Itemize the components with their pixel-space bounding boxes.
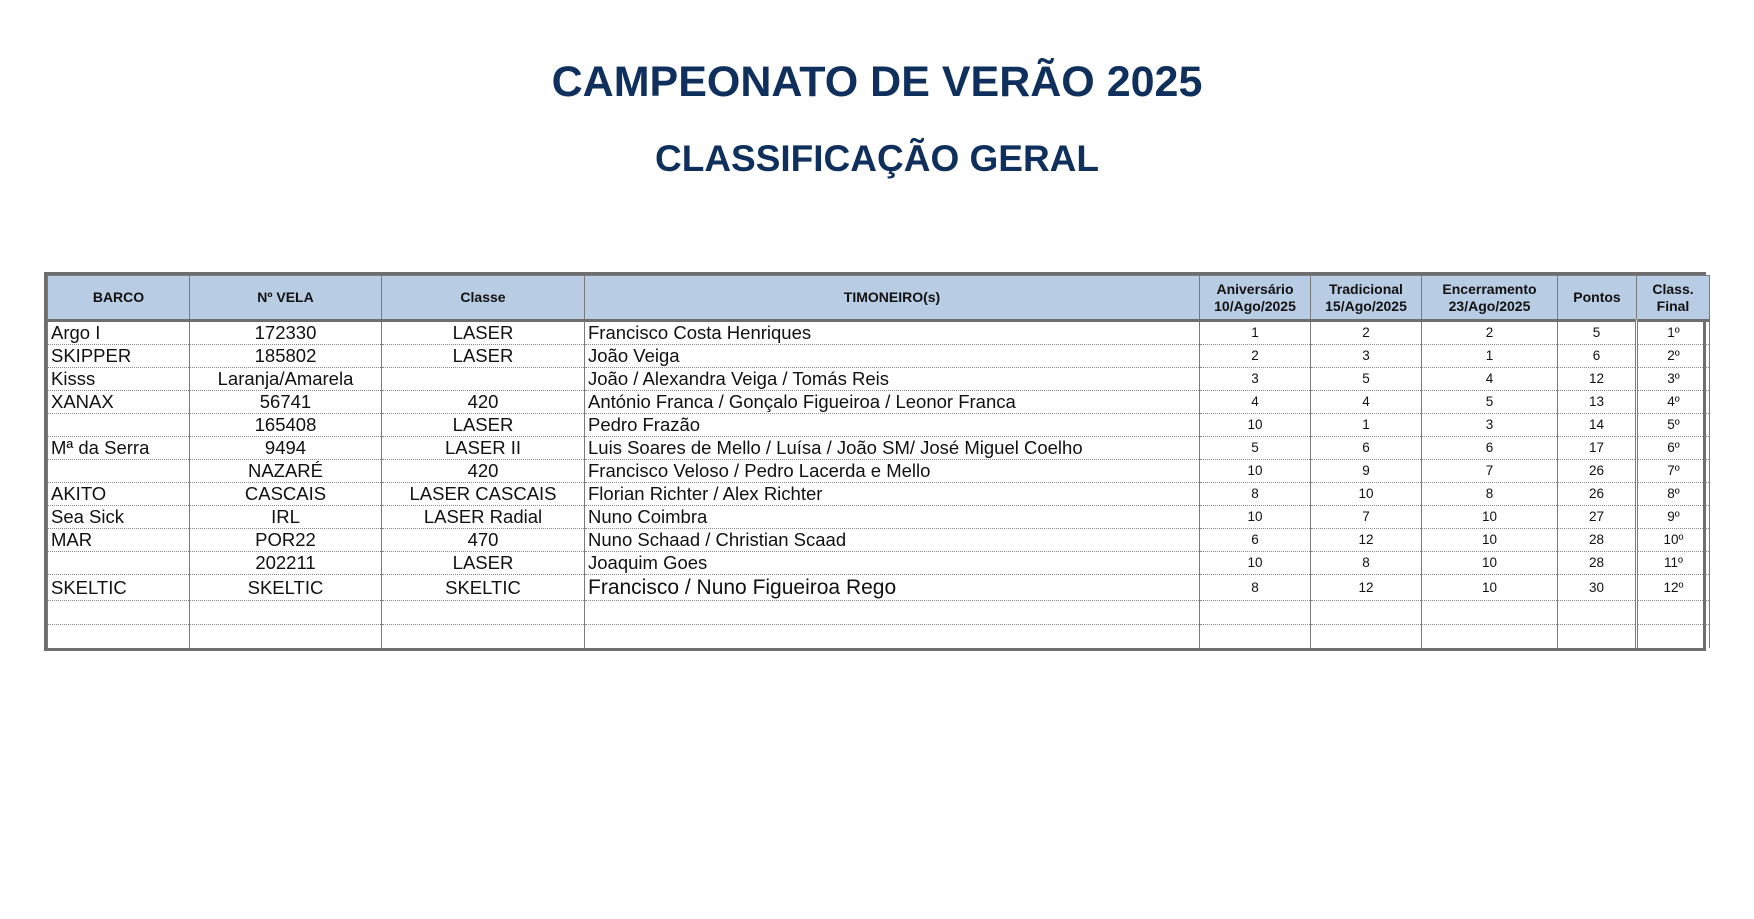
cell-race-tradicional: 12 <box>1311 529 1422 552</box>
header-race-tradicional-date: 15/Ago/2025 <box>1325 297 1407 314</box>
cell-vela: POR22 <box>190 529 382 552</box>
cell-barco-empty <box>48 625 190 649</box>
cell-classe-empty <box>382 601 585 625</box>
cell-race-aniversario: 10 <box>1200 552 1311 575</box>
cell-vela: SKELTIC <box>190 575 382 601</box>
cell-timoneiro: João Veiga <box>585 345 1200 368</box>
cell-classe: LASER <box>382 345 585 368</box>
cell-barco: Sea Sick <box>48 506 190 529</box>
cell-pontos: 26 <box>1558 483 1637 506</box>
cell-class-final: 5º <box>1637 414 1710 437</box>
cell-pontos: 6 <box>1558 345 1637 368</box>
cell-timoneiro-empty <box>585 601 1200 625</box>
cell-timoneiro-empty <box>585 625 1200 649</box>
header-race-encerramento <box>1422 276 1558 321</box>
header-barco: BARCO <box>48 276 190 321</box>
cell-class-final: 4º <box>1637 391 1710 414</box>
cell-race-tradicional: 10 <box>1311 483 1422 506</box>
cell-race-encerramento: 10 <box>1422 552 1558 575</box>
header-race-tradicional-name: Tradicional <box>1329 280 1403 297</box>
cell-vela: 9494 <box>190 437 382 460</box>
cell-barco <box>48 414 190 437</box>
cell-race-encerramento-empty <box>1422 625 1558 649</box>
cell-pontos: 26 <box>1558 460 1637 483</box>
cell-barco: Mª da Serra <box>48 437 190 460</box>
header-class-final <box>1637 276 1710 321</box>
cell-vela: IRL <box>190 506 382 529</box>
header-race-encerramento-name: Encerramento <box>1442 280 1537 297</box>
cell-race-tradicional-empty <box>1311 625 1422 649</box>
header-pontos: Pontos <box>1558 276 1637 321</box>
cell-race-tradicional: 12 <box>1311 575 1422 601</box>
cell-race-encerramento: 10 <box>1422 575 1558 601</box>
cell-classe: LASER CASCAIS <box>382 483 585 506</box>
cell-class-final: 8º <box>1637 483 1710 506</box>
cell-race-aniversario-empty <box>1200 601 1311 625</box>
cell-pontos: 12 <box>1558 368 1637 391</box>
cell-race-encerramento: 10 <box>1422 506 1558 529</box>
cell-race-encerramento: 7 <box>1422 460 1558 483</box>
cell-race-tradicional: 3 <box>1311 345 1422 368</box>
cell-class-final: 11º <box>1637 552 1710 575</box>
cell-timoneiro: Florian Richter / Alex Richter <box>585 483 1200 506</box>
cell-class-final: 12º <box>1637 575 1710 601</box>
cell-timoneiro: João / Alexandra Veiga / Tomás Reis <box>585 368 1200 391</box>
cell-race-aniversario: 4 <box>1200 391 1311 414</box>
cell-class-final-empty <box>1637 625 1710 649</box>
standings-table <box>44 272 1706 651</box>
cell-race-aniversario: 10 <box>1200 460 1311 483</box>
cell-barco: MAR <box>48 529 190 552</box>
cell-classe: SKELTIC <box>382 575 585 601</box>
cell-race-encerramento: 3 <box>1422 414 1558 437</box>
cell-barco: SKELTIC <box>48 575 190 601</box>
table-row <box>48 391 1710 414</box>
cell-class-final: 2º <box>1637 345 1710 368</box>
cell-timoneiro: António Franca / Gonçalo Figueiroa / Leonor Franca <box>585 391 1200 414</box>
table-row <box>48 345 1710 368</box>
cell-pontos: 28 <box>1558 529 1637 552</box>
cell-class-final: 9º <box>1637 506 1710 529</box>
cell-race-encerramento: 8 <box>1422 483 1558 506</box>
table-row <box>48 437 1710 460</box>
cell-classe: 470 <box>382 529 585 552</box>
cell-class-final: 7º <box>1637 460 1710 483</box>
cell-vela: 172330 <box>190 321 382 345</box>
cell-race-aniversario-empty <box>1200 625 1311 649</box>
cell-race-encerramento: 5 <box>1422 391 1558 414</box>
cell-race-aniversario: 5 <box>1200 437 1311 460</box>
cell-race-tradicional: 1 <box>1311 414 1422 437</box>
cell-class-final: 1º <box>1637 321 1710 345</box>
cell-timoneiro: Pedro Frazão <box>585 414 1200 437</box>
header-race-aniversario-name: Aniversário <box>1216 280 1294 297</box>
header-classe: Classe <box>382 276 585 321</box>
cell-race-encerramento-empty <box>1422 601 1558 625</box>
cell-race-aniversario: 1 <box>1200 321 1311 345</box>
cell-class-final: 6º <box>1637 437 1710 460</box>
header-timoneiro: TIMONEIRO(s) <box>585 276 1200 321</box>
table-row <box>48 575 1710 601</box>
cell-vela: NAZARÉ <box>190 460 382 483</box>
cell-timoneiro: Joaquim Goes <box>585 552 1200 575</box>
empty-row <box>48 601 1710 625</box>
cell-vela: Laranja/Amarela <box>190 368 382 391</box>
cell-barco: Argo I <box>48 321 190 345</box>
cell-barco: AKITO <box>48 483 190 506</box>
cell-vela-empty <box>190 601 382 625</box>
cell-pontos: 30 <box>1558 575 1637 601</box>
cell-timoneiro: Francisco / Nuno Figueiroa Rego <box>585 575 1200 601</box>
cell-classe: 420 <box>382 460 585 483</box>
cell-classe <box>382 368 585 391</box>
cell-classe: LASER <box>382 321 585 345</box>
cell-pontos: 14 <box>1558 414 1637 437</box>
cell-race-aniversario: 3 <box>1200 368 1311 391</box>
table-row <box>48 552 1710 575</box>
cell-race-tradicional: 6 <box>1311 437 1422 460</box>
header-race-aniversario-date: 10/Ago/2025 <box>1214 297 1296 314</box>
cell-barco <box>48 460 190 483</box>
cell-race-aniversario: 10 <box>1200 506 1311 529</box>
header-vela: Nº VELA <box>190 276 382 321</box>
cell-race-aniversario: 6 <box>1200 529 1311 552</box>
cell-race-aniversario: 2 <box>1200 345 1311 368</box>
cell-timoneiro: Luis Soares de Mello / Luísa / João SM/ José Miguel Coelho <box>585 437 1200 460</box>
cell-pontos: 5 <box>1558 321 1637 345</box>
cell-race-encerramento: 2 <box>1422 321 1558 345</box>
table-body <box>48 321 1710 649</box>
cell-class-final: 3º <box>1637 368 1710 391</box>
cell-race-tradicional: 8 <box>1311 552 1422 575</box>
cell-pontos: 27 <box>1558 506 1637 529</box>
cell-race-tradicional: 2 <box>1311 321 1422 345</box>
cell-race-encerramento: 6 <box>1422 437 1558 460</box>
cell-timoneiro: Nuno Schaad / Christian Scaad <box>585 529 1200 552</box>
cell-vela: 202211 <box>190 552 382 575</box>
cell-class-final: 10º <box>1637 529 1710 552</box>
table-row <box>48 483 1710 506</box>
cell-barco: Kisss <box>48 368 190 391</box>
cell-timoneiro: Francisco Costa Henriques <box>585 321 1200 345</box>
document-title: CAMPEONATO DE VERÃO 2025 <box>551 58 1203 106</box>
cell-race-aniversario: 8 <box>1200 483 1311 506</box>
cell-classe: LASER II <box>382 437 585 460</box>
table-row <box>48 506 1710 529</box>
cell-race-tradicional-empty <box>1311 601 1422 625</box>
empty-row <box>48 625 1710 649</box>
cell-pontos-empty <box>1558 601 1637 625</box>
cell-vela-empty <box>190 625 382 649</box>
cell-race-encerramento: 1 <box>1422 345 1558 368</box>
cell-classe: LASER Radial <box>382 506 585 529</box>
cell-vela: 56741 <box>190 391 382 414</box>
cell-race-aniversario: 10 <box>1200 414 1311 437</box>
cell-pontos: 17 <box>1558 437 1637 460</box>
table-row <box>48 529 1710 552</box>
cell-race-encerramento: 4 <box>1422 368 1558 391</box>
table-row <box>48 460 1710 483</box>
cell-race-encerramento: 10 <box>1422 529 1558 552</box>
header-race-tradicional <box>1311 276 1422 321</box>
cell-race-aniversario: 8 <box>1200 575 1311 601</box>
table-header-row <box>48 276 1710 321</box>
document-subtitle: CLASSIFICAÇÃO GERAL <box>655 138 1099 179</box>
cell-timoneiro: Nuno Coimbra <box>585 506 1200 529</box>
cell-pontos: 13 <box>1558 391 1637 414</box>
cell-race-tradicional: 5 <box>1311 368 1422 391</box>
cell-classe: 420 <box>382 391 585 414</box>
table-row <box>48 368 1710 391</box>
cell-vela: CASCAIS <box>190 483 382 506</box>
cell-vela: 165408 <box>190 414 382 437</box>
cell-barco <box>48 552 190 575</box>
cell-timoneiro: Francisco Veloso / Pedro Lacerda e Mello <box>585 460 1200 483</box>
header-race-encerramento-date: 23/Ago/2025 <box>1448 297 1531 314</box>
cell-race-tradicional: 7 <box>1311 506 1422 529</box>
cell-race-tradicional: 4 <box>1311 391 1422 414</box>
cell-barco: XANAX <box>48 391 190 414</box>
cell-race-tradicional: 9 <box>1311 460 1422 483</box>
table-row <box>48 321 1710 345</box>
cell-vela: 185802 <box>190 345 382 368</box>
header-race-aniversario <box>1200 276 1311 321</box>
cell-pontos: 28 <box>1558 552 1637 575</box>
cell-classe: LASER <box>382 414 585 437</box>
cell-barco: SKIPPER <box>48 345 190 368</box>
cell-classe: LASER <box>382 552 585 575</box>
cell-classe-empty <box>382 625 585 649</box>
cell-class-final-empty <box>1637 601 1710 625</box>
table-row <box>48 414 1710 437</box>
header-class-final-line1: Class. <box>1652 280 1694 297</box>
cell-barco-empty <box>48 601 190 625</box>
cell-pontos-empty <box>1558 625 1637 649</box>
header-class-final-line2: Final <box>1656 297 1690 314</box>
